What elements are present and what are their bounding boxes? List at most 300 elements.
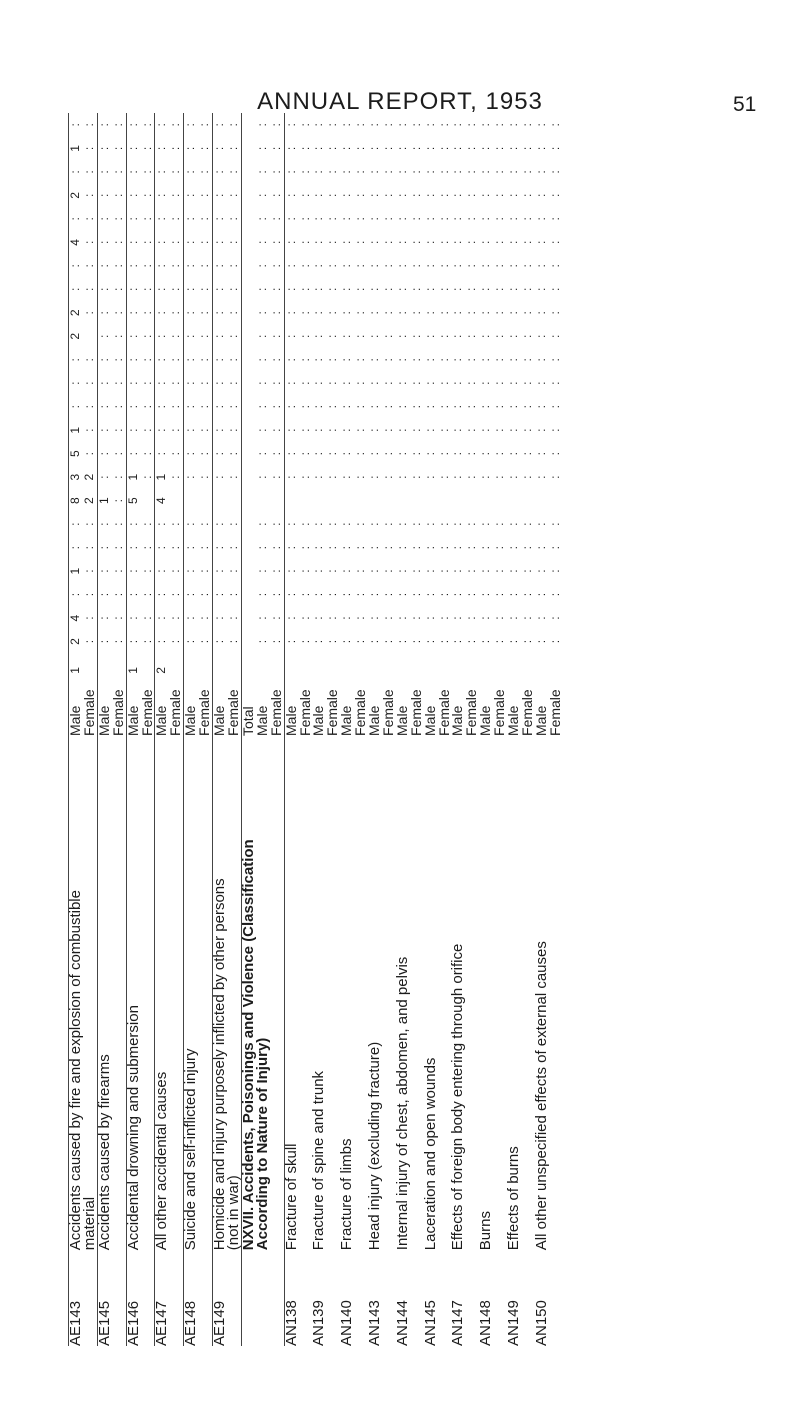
value-cell: : <box>422 311 437 315</box>
value-cell: : <box>464 334 479 338</box>
value-cell: : <box>380 123 395 127</box>
value-cell: : <box>139 616 154 620</box>
value-cell: : <box>422 639 437 644</box>
value-cell: : <box>311 264 326 268</box>
value-cell: : <box>353 146 368 151</box>
value-cell: : <box>197 217 212 221</box>
value-cell: : <box>533 240 548 245</box>
value-cell: 2 <box>69 301 83 324</box>
value-cell: : <box>450 358 465 362</box>
value-cell: : <box>213 231 227 254</box>
value-cell: : <box>197 428 212 432</box>
value-cell: : <box>139 592 154 597</box>
value-cell: : <box>97 536 111 559</box>
sex-label: Male <box>253 705 270 736</box>
value-cell: : <box>254 217 269 221</box>
value-cell: : <box>450 381 465 385</box>
value-cell: : <box>394 264 409 268</box>
cause-label: Fracture of skull <box>284 736 298 1250</box>
value-cell: : <box>492 428 507 432</box>
value-cell: : <box>325 170 340 174</box>
value-cell: : <box>155 207 169 230</box>
value-cell: : <box>408 146 423 151</box>
value-cell: : <box>284 278 298 301</box>
value-cell: : <box>97 278 111 301</box>
value-cell: : <box>197 311 212 315</box>
value-cell: 8 <box>69 489 83 512</box>
value-cell: : <box>533 592 548 597</box>
value-cell: : <box>297 123 312 127</box>
value-cell <box>326 489 340 512</box>
value-cell: : <box>268 287 283 291</box>
value-cell: : <box>422 170 437 174</box>
value-cell <box>382 653 396 687</box>
value-cell: 1 <box>126 465 140 488</box>
value-cell: : <box>155 442 169 465</box>
value-cell: : <box>284 137 298 160</box>
sex-label: Female <box>546 689 563 736</box>
value-cell: : <box>408 545 423 550</box>
value-cell: : <box>268 428 283 432</box>
value-cell: : <box>126 559 140 582</box>
value-cell: : <box>197 334 212 338</box>
value-cell: : <box>69 536 83 559</box>
value-cell: : <box>464 264 479 268</box>
value-cell: : <box>213 160 227 183</box>
value-cell: : <box>408 240 423 245</box>
value-cell: : <box>110 381 125 385</box>
value-cell <box>241 653 255 687</box>
value-cell: : <box>520 287 534 291</box>
value-cell <box>451 653 465 687</box>
value-cell: : <box>254 146 269 151</box>
value-cell: : <box>367 217 382 221</box>
cause-label: Suicide and self-inflicted injury <box>184 736 198 1250</box>
sex-label: Female <box>109 689 126 736</box>
value-cell: : <box>297 170 312 174</box>
value-cell: : <box>69 395 83 418</box>
value-cell <box>270 489 284 512</box>
value-cell: : <box>520 264 534 268</box>
value-cell: : <box>380 428 395 432</box>
value-cell: : <box>436 358 451 362</box>
value-cell: : <box>533 358 548 362</box>
value-cell: : <box>213 372 227 395</box>
value-cell: : <box>492 452 507 456</box>
value-cell: : <box>367 123 382 127</box>
value-cell: : <box>353 381 368 385</box>
value-cell: : <box>367 452 382 456</box>
value-cell: : <box>168 545 183 550</box>
value-cell: : <box>394 405 409 409</box>
value-cell: : <box>520 522 534 526</box>
value-cell: : <box>450 170 465 174</box>
value-cell: : <box>297 428 312 432</box>
value-cell <box>493 489 507 512</box>
value-cell <box>241 442 255 465</box>
sex-label: Male <box>97 688 111 736</box>
value-cell: : <box>533 287 548 291</box>
value-cell: : <box>284 395 298 418</box>
sex-label: Male <box>393 705 410 736</box>
value-cell: : <box>168 405 183 409</box>
value-cell <box>227 489 241 512</box>
value-cell: : <box>81 569 96 573</box>
value-cell: : <box>520 616 534 620</box>
value-cell: : <box>213 184 227 207</box>
cause-code <box>112 1250 126 1346</box>
value-cell: : <box>478 616 493 620</box>
value-cell: : <box>339 217 354 221</box>
value-cell: : <box>268 381 283 385</box>
value-cell: : <box>506 146 521 151</box>
value-cell: : <box>520 146 534 151</box>
value-cell: : <box>254 193 269 198</box>
value-cell: : <box>155 395 169 418</box>
value-cell: : <box>81 428 96 432</box>
value-cell: : <box>126 278 140 301</box>
value-cell: : <box>268 240 283 245</box>
value-cell: : <box>81 381 96 385</box>
cause-label <box>465 736 479 1250</box>
value-cell <box>270 653 284 687</box>
value-cell: : <box>213 301 227 324</box>
value-cell: : <box>297 452 312 456</box>
value-cell: : <box>155 301 169 324</box>
value-cell: : <box>547 170 562 174</box>
value-cell: : <box>492 522 507 526</box>
value-cell: : <box>506 311 521 315</box>
value-cell: : <box>284 630 298 653</box>
value-cell: : <box>126 442 140 465</box>
value-cell: : <box>297 146 312 151</box>
value-cell: : <box>284 231 298 254</box>
value-cell: : <box>97 113 111 137</box>
value-cell: : <box>184 606 198 629</box>
value-cell: : <box>268 146 283 151</box>
value-cell <box>521 489 535 512</box>
value-cell: : <box>394 217 409 221</box>
value-cell: : <box>168 311 183 315</box>
value-cell: : <box>225 545 240 550</box>
value-cell: : <box>325 358 340 362</box>
value-cell: : <box>450 569 465 573</box>
value-cell: : <box>197 123 212 127</box>
value-cell: : <box>311 592 326 597</box>
value-cell: : <box>380 569 395 573</box>
value-cell: : <box>339 146 354 151</box>
value-cell: : <box>168 475 183 479</box>
value-cell: : <box>155 184 169 207</box>
value-cell: : <box>478 264 493 268</box>
value-cell: : <box>450 545 465 550</box>
sex-label: Female <box>519 689 535 736</box>
value-cell: : <box>394 240 409 245</box>
value-cell: : <box>533 146 548 151</box>
value-cell: : <box>506 616 521 620</box>
value-cell: : <box>478 405 493 409</box>
value-cell <box>83 325 97 348</box>
value-cell: : <box>184 137 198 160</box>
value-cell: : <box>254 592 269 597</box>
value-cell: : <box>110 592 125 597</box>
value-cell: : <box>436 452 451 456</box>
value-cell: : <box>325 428 340 432</box>
value-cell: : <box>311 217 326 221</box>
sex-label: Female <box>379 689 396 736</box>
value-cell: : <box>380 287 395 291</box>
value-cell: : <box>450 639 465 644</box>
value-cell: : <box>422 616 437 620</box>
value-cell: : <box>380 240 395 245</box>
value-cell: : <box>254 240 269 245</box>
section-title: According to Nature of Injury) <box>253 1037 271 1251</box>
value-cell: : <box>184 583 198 606</box>
value-cell: : <box>168 592 183 597</box>
value-cell <box>382 489 396 512</box>
value-cell: : <box>225 475 240 479</box>
value-cell: : <box>311 545 326 550</box>
value-cell: : <box>325 193 340 198</box>
value-cell: : <box>533 311 548 315</box>
value-cell: : <box>155 348 169 371</box>
value-cell: : <box>478 311 493 315</box>
value-cell: : <box>311 287 326 291</box>
value-cell: : <box>81 639 96 644</box>
value-cell: : <box>284 559 298 582</box>
value-cell <box>479 489 493 512</box>
value-cell: : <box>110 545 125 550</box>
value-cell: : <box>339 616 354 620</box>
value-cell <box>368 489 382 512</box>
value-cell <box>549 653 563 687</box>
value-cell: : <box>339 170 354 174</box>
value-cell <box>438 489 452 512</box>
cause-label: Fracture of spine and trunk <box>310 1070 328 1251</box>
value-cell: 2 <box>69 325 83 348</box>
value-cell: : <box>450 217 465 221</box>
value-cell: : <box>184 348 198 371</box>
value-cell: : <box>225 569 240 573</box>
value-cell: : <box>492 193 507 198</box>
value-cell: : <box>268 217 283 221</box>
value-cell: : <box>325 405 340 409</box>
value-cell: : <box>408 264 423 268</box>
value-cell: : <box>139 475 154 479</box>
value-cell: : <box>339 240 354 245</box>
sex-label: Male <box>366 705 383 736</box>
value-cell <box>241 418 255 441</box>
sex-label: Female <box>463 689 480 736</box>
value-cell: : <box>520 475 534 479</box>
value-cell: 2 <box>155 653 169 687</box>
value-cell: : <box>380 170 395 174</box>
value-cell: : <box>110 193 125 198</box>
value-cell <box>241 348 255 371</box>
value-cell: : <box>353 405 368 409</box>
value-cell: : <box>547 217 562 221</box>
value-cell: : <box>520 193 534 198</box>
value-cell: : <box>547 405 562 409</box>
value-cell: : <box>408 381 423 385</box>
value-cell: : <box>311 381 326 385</box>
value-cell: : <box>547 381 562 385</box>
value-cell: : <box>367 146 382 151</box>
value-cell: : <box>436 616 451 620</box>
value-cell: : <box>213 395 227 418</box>
value-cell: : <box>547 334 562 338</box>
value-cell: : <box>408 569 423 573</box>
cause-code <box>227 1250 241 1346</box>
cause-label: Accidental drowning and submersion <box>126 736 140 1250</box>
value-cell: 1 <box>155 465 169 488</box>
value-cell: : <box>394 170 409 174</box>
value-cell: : <box>380 334 395 338</box>
value-cell: : <box>353 569 368 573</box>
value-cell: : <box>380 639 395 644</box>
value-cell: : <box>422 522 437 526</box>
value-cell: : <box>533 405 548 409</box>
value-cell: : <box>547 452 562 456</box>
value-cell: : <box>297 381 312 385</box>
value-cell: : <box>81 170 96 174</box>
cause-code <box>270 1250 284 1346</box>
value-cell: : <box>394 639 409 644</box>
value-cell <box>451 489 465 512</box>
value-cell: : <box>450 146 465 151</box>
value-cell: : <box>139 334 154 338</box>
value-cell: : <box>184 254 198 277</box>
value-cell: : <box>492 639 507 644</box>
value-cell: : <box>478 123 493 127</box>
value-cell <box>312 489 326 512</box>
value-cell: : <box>464 569 479 573</box>
value-cell: : <box>97 465 111 488</box>
value-cell: : <box>311 475 326 479</box>
value-cell: : <box>325 545 340 550</box>
value-cell: : <box>478 287 493 291</box>
value-cell: : <box>478 592 493 597</box>
value-cell: : <box>436 639 451 644</box>
value-cell: : <box>450 311 465 315</box>
value-cell: : <box>213 418 227 441</box>
value-cell: : <box>284 418 298 441</box>
value-cell <box>396 489 410 512</box>
value-cell <box>241 254 255 277</box>
value-cell: : <box>353 240 368 245</box>
value-cell: : <box>197 569 212 573</box>
value-cell: : <box>436 287 451 291</box>
value-cell: : <box>97 231 111 254</box>
value-cell: : <box>139 287 154 291</box>
value-cell: : <box>97 137 111 160</box>
value-cell: : <box>225 193 240 198</box>
value-cell: : <box>110 123 125 127</box>
value-cell: : <box>168 358 183 362</box>
value-cell: : <box>533 639 548 644</box>
value-cell: : <box>325 639 340 644</box>
value-cell: : <box>184 465 198 488</box>
sex-label: Female <box>224 689 241 736</box>
value-cell: : <box>110 311 125 315</box>
value-cell: : <box>367 193 382 198</box>
cause-label: Laceration and open wounds <box>421 1057 439 1251</box>
value-cell: : <box>422 569 437 573</box>
cause-label: All other unspecified effects of external causes <box>532 941 550 1251</box>
value-cell: : <box>339 334 354 338</box>
value-cell: : <box>520 569 534 573</box>
value-cell: : <box>450 522 465 526</box>
value-cell: : <box>284 348 298 371</box>
value-cell: : <box>380 545 395 550</box>
sex-label: Female <box>80 689 97 736</box>
value-cell: : <box>408 452 423 456</box>
value-cell: : <box>81 123 96 127</box>
value-cell: : <box>464 452 479 456</box>
value-cell: : <box>380 405 395 409</box>
value-cell: 1 <box>69 137 83 160</box>
value-cell <box>241 372 255 395</box>
value-cell <box>438 653 452 687</box>
value-cell: : <box>254 545 269 550</box>
value-cell: : <box>225 358 240 362</box>
value-cell: : <box>155 231 169 254</box>
value-cell: : <box>126 231 140 254</box>
value-cell: : <box>81 405 96 409</box>
cause-code: AN143 <box>366 1300 384 1346</box>
cause-code: AE147 <box>155 1250 169 1346</box>
value-cell: : <box>533 616 548 620</box>
value-cell: : <box>284 207 298 230</box>
value-cell: : <box>126 418 140 441</box>
value-cell <box>213 653 227 687</box>
value-cell: : <box>213 606 227 629</box>
value-cell: : <box>297 475 312 479</box>
cause-label: Accidents caused by firearms <box>97 736 111 1250</box>
value-cell: : <box>254 311 269 315</box>
value-cell: : <box>110 522 125 526</box>
value-cell: : <box>464 170 479 174</box>
cause-label: Effects of burns <box>505 1146 523 1251</box>
value-cell: : <box>436 405 451 409</box>
value-cell: 4 <box>69 606 83 629</box>
value-cell: : <box>197 287 212 291</box>
value-cell: : <box>506 639 521 644</box>
value-cell: : <box>97 207 111 230</box>
value-cell: : <box>422 217 437 221</box>
value-cell <box>241 512 255 535</box>
value-cell: : <box>297 405 312 409</box>
value-cell: : <box>394 452 409 456</box>
value-cell: : <box>225 405 240 409</box>
cause-label <box>270 736 284 1250</box>
value-cell: : <box>155 372 169 395</box>
value-cell: : <box>225 381 240 385</box>
cause-code: AE143 <box>69 1250 83 1346</box>
value-cell: : <box>478 193 493 198</box>
sex-label: Female <box>296 689 313 736</box>
cause-label <box>549 736 563 1250</box>
value-cell: : <box>311 240 326 245</box>
value-cell: : <box>478 381 493 385</box>
value-cell: 1 <box>69 418 83 441</box>
value-cell: : <box>254 287 269 291</box>
value-cell: : <box>311 452 326 456</box>
value-cell: : <box>353 334 368 338</box>
value-cell: : <box>197 264 212 268</box>
table-row <box>112 113 126 1346</box>
value-cell: : <box>311 639 326 644</box>
